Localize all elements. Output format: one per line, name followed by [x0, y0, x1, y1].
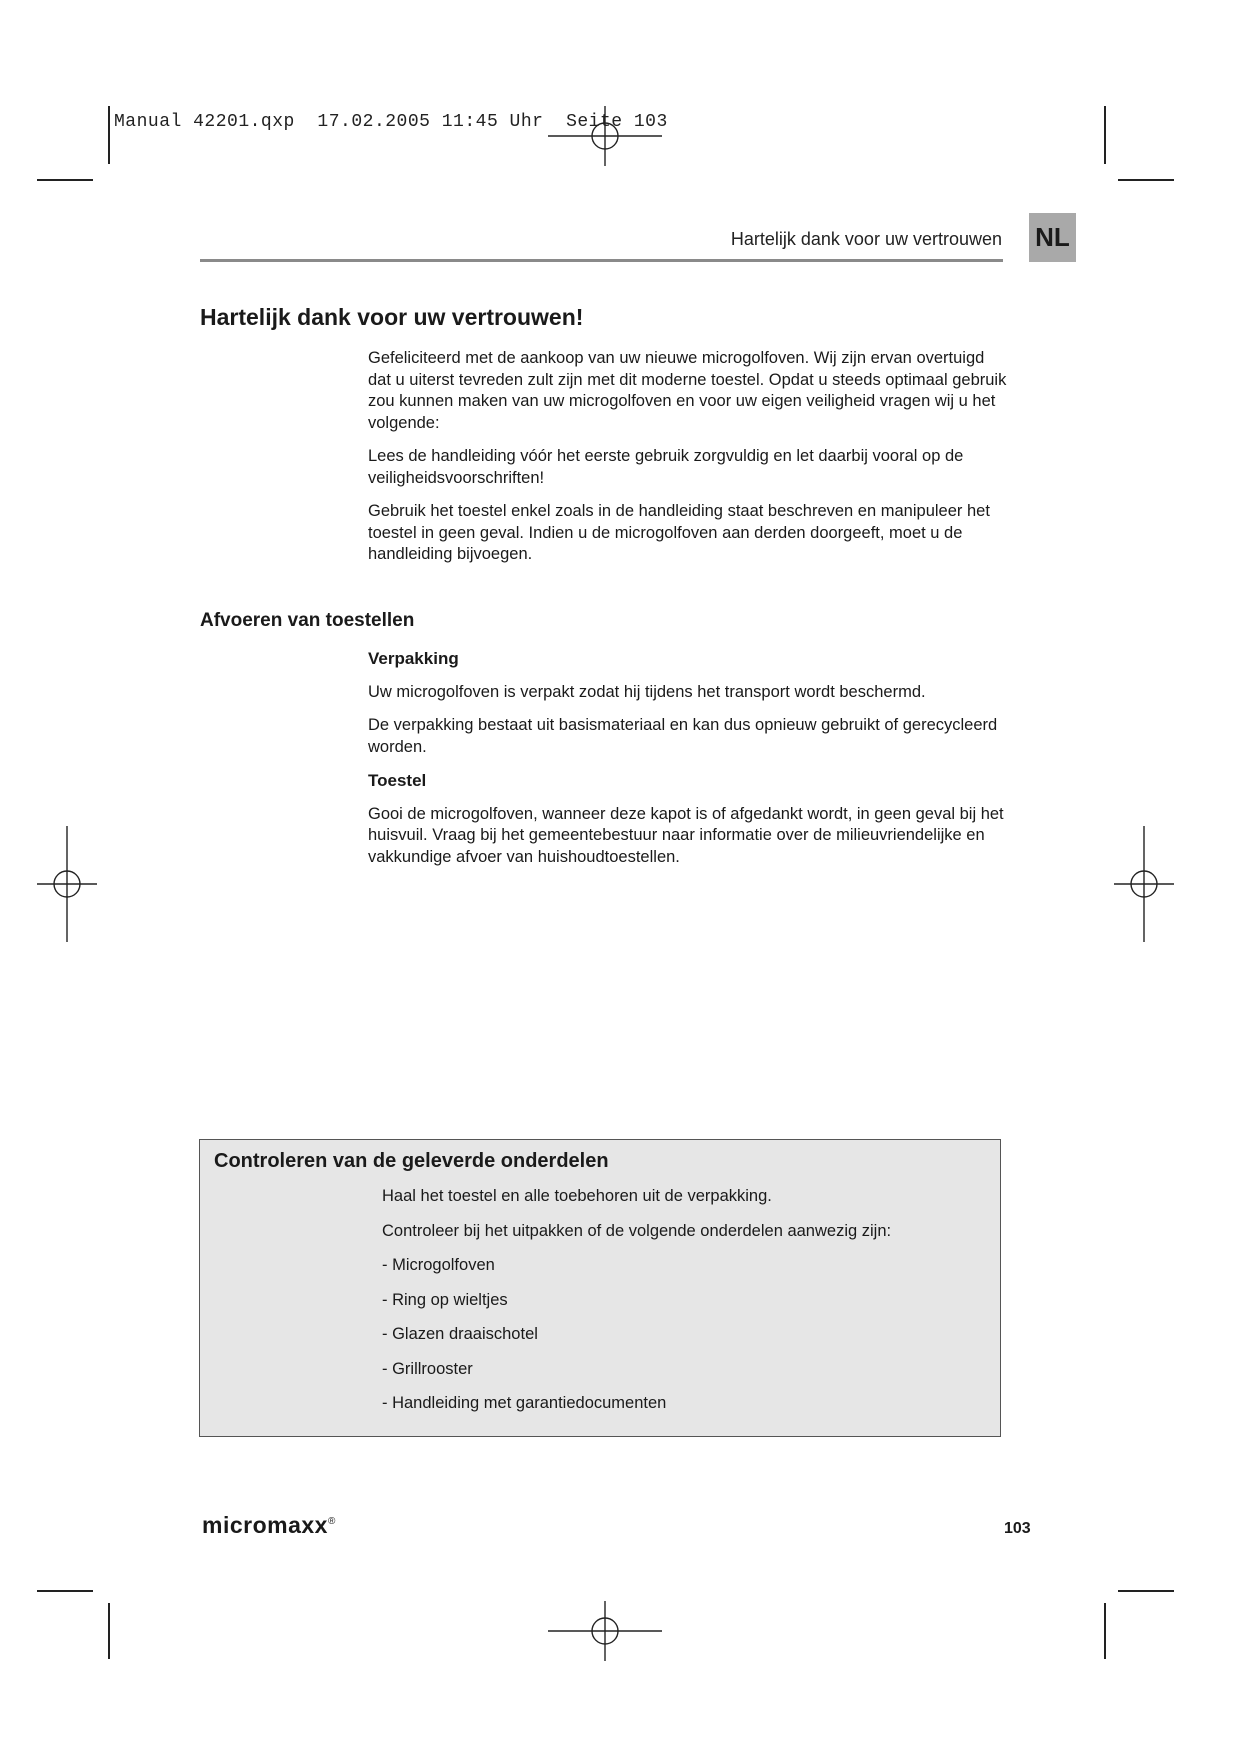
list-item: - Grillrooster	[382, 1359, 473, 1378]
intro-paragraph: Lees de handleiding vóór het eerste gebruik zorgvuldig en let daarbij vooral op de veiligheidsvoorschriften!	[368, 447, 964, 487]
registration-mark-icon	[548, 1601, 662, 1661]
crop-mark	[108, 1603, 110, 1659]
running-header-title: Hartelijk dank voor uw vertrouwen	[730, 229, 1002, 249]
crop-mark	[1118, 1590, 1174, 1592]
intro-paragraph: Gebruik het toestel enkel zoals in de handleiding staat beschreven en manipuleer het toestel in geen geval. Indien u de microgolfoven aan derden doorgeeft, moet u de handleiding bijvoegen.	[368, 502, 990, 563]
packaging-paragraph: Uw microgolfoven is verpakt zodat hij tijdens het transport wordt beschermd.	[368, 682, 926, 701]
checklist-box	[199, 1139, 1001, 1437]
intro-paragraph: Gefeliciteerd met de aankoop van uw nieuwe microgolfoven. Wij zijn ervan overtuigd dat u uiterst tevreden zult zijn met dit moderne toestel. Opdat u steeds optimaal gebruik zou kunnen maken van uw microgolfoven en voor uw eigen veiligheid vragen wij u het volgende:	[368, 349, 1007, 432]
list-item: - Glazen draaischotel	[382, 1325, 538, 1343]
crop-mark	[1104, 1603, 1106, 1659]
page-number: 103	[1004, 1520, 1031, 1537]
section-heading-disposal: Afvoeren van toestellen	[200, 610, 415, 631]
subheading-device: Toestel	[368, 771, 427, 790]
registered-mark: ®	[327, 1516, 336, 1527]
packaging-paragraph: De verpakking bestaat uit basismateriaal en kan dus opnieuw gebruikt of gerecycleerd worden.	[368, 716, 998, 756]
crop-mark	[1104, 106, 1106, 164]
list-item: - Handleiding met garantiedocumenten	[382, 1394, 667, 1412]
disposal-body	[368, 648, 1008, 880]
checklist-body	[382, 1186, 982, 1428]
checklist-intro: Controleer bij het uitpakken of de volgende onderdelen aanwezig zijn:	[382, 1221, 892, 1240]
header-rule	[200, 259, 1003, 262]
print-slug: Manual 42201.qxp 17.02.2005 11:45 Uhr Seite 103	[114, 112, 668, 132]
intro-body	[368, 348, 1008, 578]
subheading-packaging: Verpakking	[368, 649, 459, 668]
checklist-title: Controleren van de geleverde onderdelen	[214, 1150, 609, 1172]
parts-list	[382, 1255, 982, 1415]
list-item: - Ring op wieltjes	[382, 1290, 508, 1309]
crop-mark	[37, 179, 93, 181]
crop-mark	[108, 106, 110, 164]
registration-mark-icon	[1114, 826, 1174, 942]
list-item: - Microgolfoven	[382, 1256, 495, 1274]
crop-mark	[1118, 179, 1174, 181]
language-badge: NL	[1029, 213, 1076, 262]
crop-mark	[37, 1590, 93, 1592]
brand-name: micromaxx	[202, 1512, 328, 1538]
brand-logo	[202, 1512, 336, 1539]
page-title: Hartelijk dank voor uw vertrouwen!	[200, 304, 584, 330]
checklist-intro: Haal het toestel en alle toebehoren uit de verpakking.	[382, 1187, 772, 1205]
device-paragraph: Gooi de microgolfoven, wanneer deze kapot is of afgedankt wordt, in geen geval bij het huisvuil. Vraag bij het gemeentebestuur naar informatie over de milieuvriendelijke en vakkundige afvoer van huishoudtoestellen.	[368, 804, 1004, 866]
registration-mark-icon	[37, 826, 97, 942]
